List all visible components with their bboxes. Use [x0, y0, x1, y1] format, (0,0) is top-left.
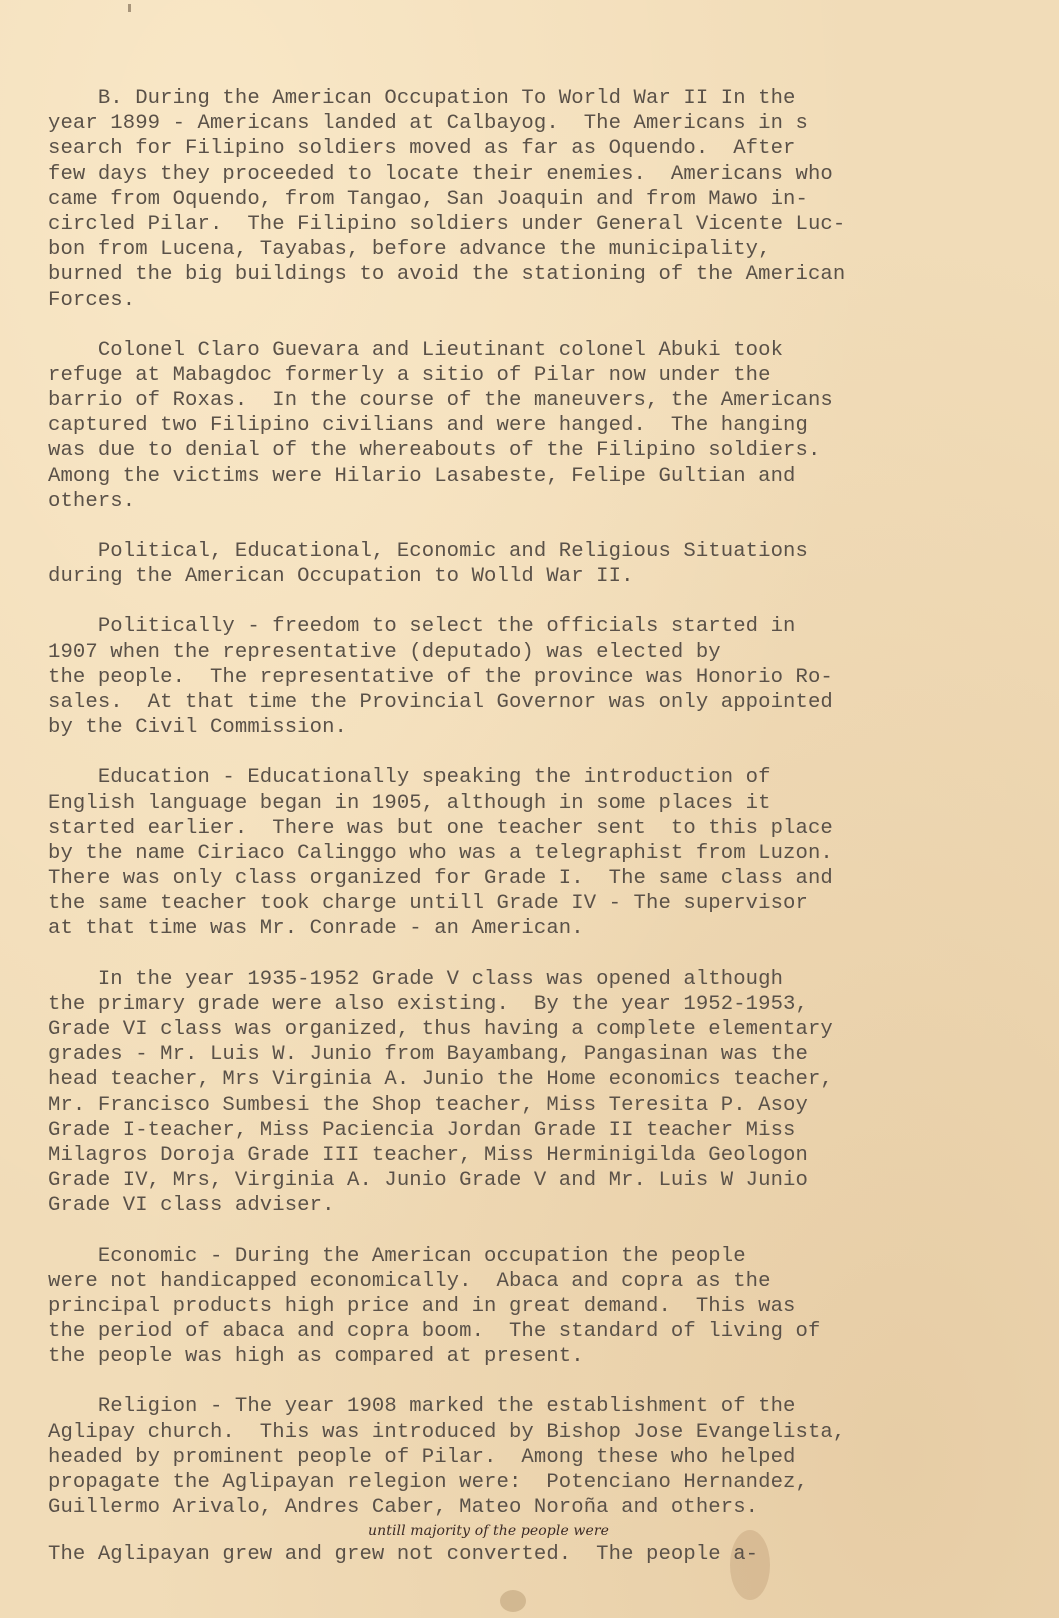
text-line: English language began in 1905, although in some places it — [48, 791, 771, 815]
paper-stain — [500, 1590, 526, 1612]
text-line: during the American Occupation to Wolld War II. — [48, 565, 634, 589]
text-line: Political, Educational, Economic and Religious Situations — [48, 540, 808, 563]
final-text-line: The Aglipayan grew and grew not converted. The people a- — [48, 1543, 759, 1567]
text-line: Guillermo Arivalo, Andres Caber, Mateo Noroña and others. — [48, 1496, 759, 1520]
handwritten-insert: untill majority of the people were — [368, 1523, 610, 1540]
text-line: sales. At that time the Provincial Governor was only appointed — [48, 690, 833, 714]
text-line: Aglipay church. This was introduced by Bishop Jose Evangelista, — [48, 1420, 846, 1444]
paragraph-grades — [48, 967, 1008, 1219]
text-line: by the name Ciriaco Calinggo who was a telegraphist from Luzon. — [48, 841, 833, 865]
text-line: Grade IV, Mrs, Virginia A. Junio Grade V and Mr. Luis W Junio — [48, 1169, 808, 1193]
text-line: refuge at Mabagdoc formerly a sitio of Pilar now under the — [48, 363, 771, 387]
text-line: Grade VI class adviser. — [48, 1194, 335, 1218]
text-line: were not handicapped economically. Abaca and copra as the — [48, 1269, 771, 1293]
text-line: few days they proceeded to locate their enemies. Americans who — [48, 162, 833, 186]
text-line: B. During the American Occupation To World War II In the — [48, 87, 796, 110]
text-line: burned the big buildings to avoid the stationing of the American — [48, 263, 846, 287]
text-line: There was only class organized for Grade I. The same class and — [48, 867, 833, 891]
paragraph-guevara — [48, 338, 1008, 514]
text-line: others. — [48, 489, 136, 513]
text-line: principal products high price and in great demand. This was — [48, 1294, 796, 1318]
text-line: Forces. — [48, 288, 136, 312]
text-line: by the Civil Commission. — [48, 716, 347, 740]
text-line: Economic - During the American occupation the people — [48, 1244, 746, 1268]
text-line: barrio of Roxas. In the course of the maneuvers, the Americans — [48, 389, 833, 413]
paragraph-economic — [48, 1244, 1008, 1370]
paragraph-religion — [48, 1394, 1008, 1520]
text-line: 1907 when the representative (deputado) was elected by — [48, 640, 721, 664]
text-line: the people. The representative of the province was Honorio Ro- — [48, 665, 833, 689]
paragraph-occupation — [48, 86, 1008, 313]
text-line: Colonel Claro Guevara and Lieutinant colonel Abuki took — [48, 338, 784, 362]
text-line: the period of abaca and copra boom. The standard of living of — [48, 1320, 821, 1344]
text-line: head teacher, Mrs Virginia A. Junio the Home economics teacher, — [48, 1068, 833, 1092]
text-line: Grade VI class was organized, thus having a complete elementary — [48, 1018, 833, 1041]
text-line: year 1899 - Americans landed at Calbayog. The Americans in s — [48, 112, 808, 136]
text-line: Milagros Doroja Grade III teacher, Miss Herminigilda Geologon — [48, 1143, 808, 1167]
text-line: In the year 1935-1952 Grade V class was opened although — [48, 967, 784, 991]
text-line: at that time was Mr. Conrade - an American. — [48, 917, 584, 941]
text-line: search for Filipino soldiers moved as far as Oquendo. After — [48, 137, 796, 161]
text-line: propagate the Aglipayan relegion were: Potenciano Hernandez, — [48, 1471, 808, 1494]
text-line: came from Oquendo, from Tangao, San Joaquin and from Mawo in- — [48, 187, 808, 211]
typewritten-text — [48, 86, 1008, 1568]
text-line: grades - Mr. Luis W. Junio from Bayambang, Pangasinan was the — [48, 1043, 808, 1067]
paragraph-politics — [48, 614, 1008, 740]
text-line: was due to denial of the whereabouts of the Filipino soldiers. — [48, 439, 821, 463]
section-heading — [48, 539, 1008, 589]
text-line: headed by prominent people of Pilar. Among these who helped — [48, 1445, 796, 1469]
text-line: circled Pilar. The Filipino soldiers under General Vicente Luc- — [48, 212, 846, 236]
text-line: Politically - freedom to select the officials started in — [48, 615, 796, 639]
text-line: the primary grade were also existing. By the year 1952-1953, — [48, 992, 808, 1016]
text-line: Grade I-teacher, Miss Paciencia Jordan Grade II teacher Miss — [48, 1118, 796, 1142]
text-line: Religion - The year 1908 marked the establishment of the — [48, 1395, 796, 1419]
paragraph-education — [48, 765, 1008, 941]
text-line: bon from Lucena, Tayabas, before advance the municipality, — [48, 238, 771, 262]
text-line: Education - Educationally speaking the introduction of — [48, 766, 771, 790]
paper-mark — [128, 4, 131, 12]
text-line: the same teacher took charge untill Grade IV - The supervisor — [48, 892, 808, 916]
text-line: started earlier. There was but one teacher sent to this place — [48, 816, 833, 840]
text-line: Among the victims were Hilario Lasabeste, Felipe Gultian and — [48, 464, 796, 488]
text-line: Mr. Francisco Sumbesi the Shop teacher, Miss Teresita P. Asoy — [48, 1093, 808, 1117]
text-line: captured two Filipino civilians and were hanged. The hanging — [48, 414, 808, 438]
text-line: the people was high as compared at present. — [48, 1345, 584, 1369]
